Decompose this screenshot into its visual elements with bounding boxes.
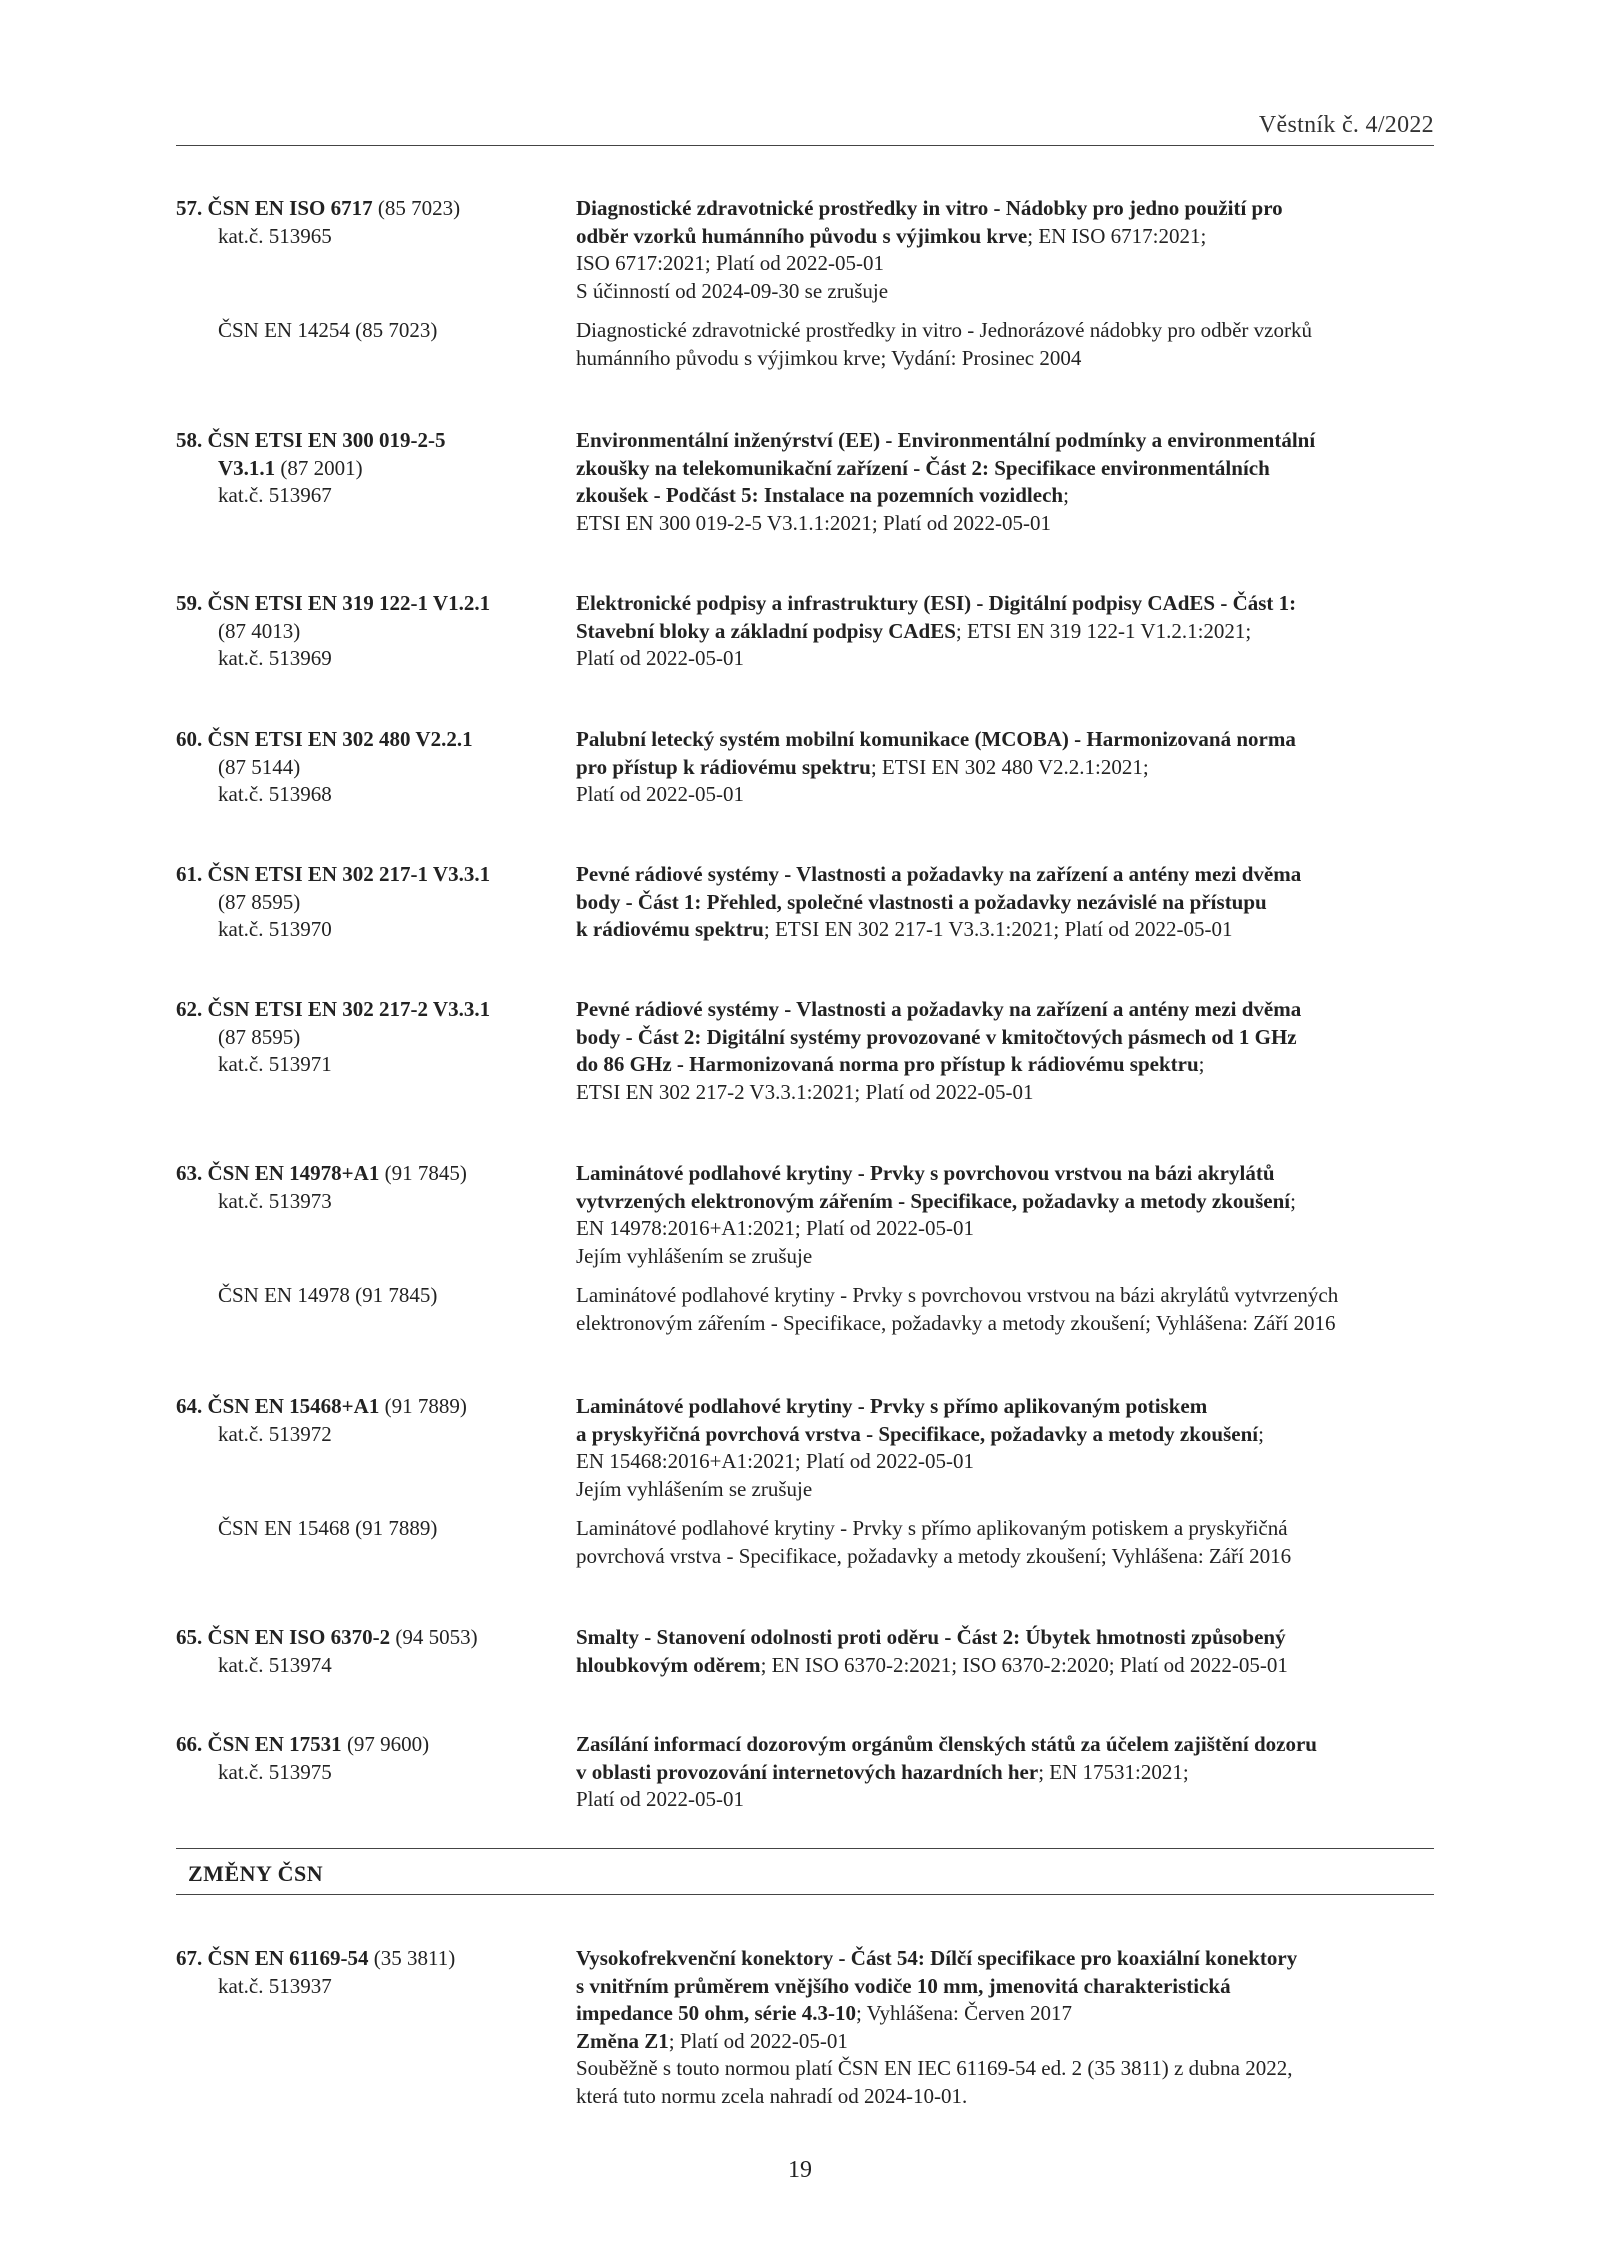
info-line: Jejím vyhlášením se zrušuje — [576, 1476, 813, 1501]
standard-code: ČSN EN ISO 6717 — [207, 196, 373, 220]
standard-code: ČSN EN ISO 6370-2 — [207, 1625, 391, 1649]
entry-58 — [176, 427, 1434, 537]
catalog-number: kat.č. 513937 — [218, 1973, 332, 1998]
entry-63 — [176, 1160, 1434, 1337]
class-code: (87 5144) — [218, 754, 301, 779]
replaced-title: povrchová vrstva - Specifikace, požadavky a metody zkoušení; Vyhlášena: Září 2016 — [576, 1543, 1292, 1568]
title-line: do 86 GHz - Harmonizovaná norma pro přístup k rádiovému spektru — [576, 1052, 1199, 1076]
class-code: (87 8595) — [218, 889, 301, 914]
title-line: body - Část 1: Přehled, společné vlastnosti a požadavky nezávislé na přístupu — [576, 889, 1267, 914]
title-line: pro přístup k rádiovému spektru — [576, 754, 871, 779]
title-line: Palubní letecký systém mobilní komunikace (MCOBA) - Harmonizovaná norma — [576, 727, 1296, 751]
info-line: která tuto normu zcela nahradí od 2024-10-01. — [576, 2083, 968, 2108]
entry-number: 67. — [176, 1946, 203, 1970]
standard-code: ČSN ETSI EN 319 122-1 V1.2.1 — [207, 591, 491, 615]
entry-number: 61. — [176, 862, 203, 886]
title-tail: ; — [1063, 483, 1069, 507]
info-line: ETSI EN 302 217-2 V3.3.1:2021; Platí od 2022-05-01 — [576, 1079, 1034, 1104]
replaced-standard: ČSN EN 14978 (91 7845) — [218, 1283, 438, 1307]
section-rule-top — [176, 1848, 1434, 1849]
class-code: (97 9600) — [346, 1732, 430, 1756]
replaced-title: Diagnostické zdravotnické prostředky in vitro - Jednorázové nádobky pro odběr vzorků — [576, 318, 1312, 342]
entry-number: 62. — [176, 997, 203, 1021]
title-tail: ; ETSI EN 302 480 V2.2.1:2021; — [870, 754, 1149, 779]
title-line: Elektronické podpisy a infrastruktury (ESI) - Digitální podpisy CAdES - Část 1: — [576, 591, 1297, 615]
info-line: EN 14978:2016+A1:2021; Platí od 2022-05-01 — [576, 1216, 974, 1240]
replaced-standard: ČSN EN 15468 (91 7889) — [218, 1516, 438, 1540]
title-line: a pryskyřičná povrchová vrstva - Specifikace, požadavky a metody zkoušení — [576, 1421, 1259, 1446]
entry-number: 65. — [176, 1625, 203, 1649]
entry-60 — [176, 726, 1434, 809]
catalog-number: kat.č. 513971 — [218, 1052, 332, 1076]
title-line: hloubkovým oděrem — [576, 1652, 761, 1677]
title-line: vytvrzených elektronovým zářením - Specifikace, požadavky a metody zkoušení — [576, 1188, 1291, 1213]
standard-code: ČSN EN 17531 — [207, 1732, 342, 1756]
info-line: ISO 6717:2021; Platí od 2022-05-01 — [576, 251, 884, 275]
catalog-number: kat.č. 513965 — [218, 223, 332, 248]
entry-number: 60. — [176, 727, 203, 751]
title-line: Laminátové podlahové krytiny - Prvky s přímo aplikovaným potiskem — [576, 1394, 1208, 1418]
title-tail: ; EN 17531:2021; — [1038, 1759, 1189, 1784]
entry-number: 58. — [176, 428, 203, 452]
title-line: Diagnostické zdravotnické prostředky in vitro - Nádobky pro jedno použití pro — [576, 196, 1283, 220]
info-line: Souběžně s touto normou platí ČSN EN IEC 61169-54 ed. 2 (35 3811) z dubna 2022, — [576, 2056, 1293, 2080]
entry-65 — [176, 1624, 1434, 1679]
title-line: zkoušek - Podčást 5: Instalace na pozemních vozidlech — [576, 483, 1064, 507]
entry-59 — [176, 590, 1434, 673]
catalog-number: kat.č. 513972 — [218, 1421, 332, 1446]
entry-66 — [176, 1731, 1434, 1814]
title-tail: ; EN ISO 6370-2:2021; ISO 6370-2:2020; Platí od 2022-05-01 — [760, 1652, 1288, 1677]
title-line: body - Část 2: Digitální systémy provozované v kmitočtových pásmech od 1 GHz — [576, 1024, 1297, 1049]
class-code: (91 7889) — [384, 1394, 467, 1418]
entry-number: 57. — [176, 196, 203, 220]
standard-code: ČSN EN 14978+A1 — [207, 1161, 380, 1185]
catalog-number: kat.č. 513970 — [218, 917, 332, 941]
title-line: Smalty - Stanovení odolnosti proti oděru - Část 2: Úbytek hmotnosti způsobený — [576, 1625, 1286, 1649]
standard-code: ČSN EN 61169-54 — [207, 1946, 369, 1970]
class-code: (94 5053) — [395, 1625, 478, 1649]
class-code: (85 7023) — [377, 196, 461, 220]
info-line: Platí od 2022-05-01 — [576, 782, 744, 806]
title-line: v oblasti provozování internetových hazardních her — [576, 1759, 1039, 1784]
amendment-info: ; Platí od 2022-05-01 — [668, 2028, 848, 2053]
entry-64 — [176, 1393, 1434, 1570]
title-tail: ; — [1198, 1052, 1205, 1076]
standard-code: ČSN EN 15468+A1 — [207, 1394, 380, 1418]
title-line: Stavební bloky a základní podpisy CAdES — [576, 618, 956, 643]
replaced-title: humánního původu s výjimkou krve; Vydání: Prosinec 2004 — [576, 345, 1082, 370]
title-line: impedance 50 ohm, série 4.3-10 — [576, 2001, 856, 2025]
title-tail: ; — [1258, 1421, 1264, 1446]
entry-number: 64. — [176, 1394, 203, 1418]
replaced-title: elektronovým zářením - Specifikace, požadavky a metody zkoušení; Vyhlášena: Září 2016 — [576, 1310, 1336, 1335]
class-code: (35 3811) — [373, 1946, 456, 1970]
info-line: ETSI EN 300 019-2-5 V3.1.1:2021; Platí od 2022-05-01 — [576, 510, 1052, 535]
entry-61 — [176, 861, 1434, 944]
title-line: k rádiovému spektru — [576, 917, 764, 941]
catalog-number: kat.č. 513969 — [218, 646, 332, 670]
entry-67 — [176, 1945, 1434, 2110]
title-line: Zasílání informací dozorovým orgánům členských států za účelem zajištění dozoru — [576, 1732, 1317, 1756]
bulletin-title: Věstník č. 4/2022 — [1258, 112, 1434, 138]
header-rule — [176, 145, 1434, 146]
section-rule-bottom — [176, 1894, 1434, 1895]
title-line: Environmentální inženýrství (EE) - Environmentální podmínky a environmentální — [576, 428, 1316, 452]
class-code: (91 7845) — [384, 1161, 467, 1185]
catalog-number: kat.č. 513967 — [218, 483, 332, 507]
title-line: Laminátové podlahové krytiny - Prvky s povrchovou vrstvou na bázi akrylátů — [576, 1161, 1275, 1185]
title-line: zkoušky na telekomunikační zařízení - Část 2: Specifikace environmentálních — [576, 455, 1270, 480]
info-line: S účinností od 2024-09-30 se zrušuje — [576, 278, 889, 303]
title-tail: ; EN ISO 6717:2021; — [1027, 223, 1207, 248]
catalog-number: kat.č. 513973 — [218, 1188, 332, 1213]
catalog-number: kat.č. 513968 — [218, 782, 332, 806]
entry-number: 59. — [176, 591, 203, 615]
title-line: Pevné rádiové systémy - Vlastnosti a požadavky na zařízení a antény mezi dvěma — [576, 997, 1302, 1021]
info-line: Platí od 2022-05-01 — [576, 1787, 744, 1811]
title-line: s vnitřním průměrem vnějšího vodiče 10 mm, jmenovitá charakteristická — [576, 1973, 1231, 1998]
section-heading: ZMĚNY ČSN — [188, 1861, 324, 1886]
class-code: (87 4013) — [218, 618, 301, 643]
standard-code: ČSN ETSI EN 302 480 V2.2.1 — [207, 727, 473, 751]
title-tail: ; ETSI EN 302 217-1 V3.3.1:2021; Platí od 2022-05-01 — [763, 917, 1233, 941]
title-tail: ; — [1290, 1188, 1296, 1213]
entry-number: 66. — [176, 1732, 203, 1756]
replaced-standard: ČSN EN 14254 (85 7023) — [218, 318, 438, 342]
info-line: EN 15468:2016+A1:2021; Platí od 2022-05-01 — [576, 1449, 974, 1473]
class-code: (87 2001) — [280, 455, 363, 480]
entry-62 — [176, 996, 1434, 1106]
class-code: (87 8595) — [218, 1024, 301, 1049]
title-tail: ; ETSI EN 319 122-1 V1.2.1:2021; — [955, 618, 1252, 643]
amendment-label: Změna Z1 — [576, 2028, 669, 2053]
entry-57 — [176, 195, 1434, 372]
title-line: Pevné rádiové systémy - Vlastnosti a požadavky na zařízení a antény mezi dvěma — [576, 862, 1302, 886]
title-tail: ; Vyhlášena: Červen 2017 — [855, 2001, 1072, 2025]
standard-code: ČSN ETSI EN 302 217-1 V3.3.1 — [207, 862, 491, 886]
title-line: odběr vzorků humánního původu s výjimkou krve — [576, 223, 1028, 248]
replaced-title: Laminátové podlahové krytiny - Prvky s přímo aplikovaným potiskem a pryskyřičná — [576, 1516, 1288, 1540]
replaced-title: Laminátové podlahové krytiny - Prvky s povrchovou vrstvou na bázi akrylátů vytvrzených — [576, 1283, 1339, 1307]
title-line: Vysokofrekvenční konektory - Část 54: Dílčí specifikace pro koaxiální konektory — [576, 1946, 1298, 1970]
info-line: Jejím vyhlášením se zrušuje — [576, 1243, 813, 1268]
catalog-number: kat.č. 513975 — [218, 1759, 332, 1784]
catalog-number: kat.č. 513974 — [218, 1652, 332, 1677]
entry-number: 63. — [176, 1161, 203, 1185]
page-number: 19 — [788, 2157, 812, 2183]
info-line: Platí od 2022-05-01 — [576, 646, 744, 670]
standard-code: ČSN ETSI EN 300 019-2-5 — [207, 428, 446, 452]
standard-code: ČSN ETSI EN 302 217-2 V3.3.1 — [207, 997, 491, 1021]
standard-version: V3.1.1 — [218, 455, 276, 480]
